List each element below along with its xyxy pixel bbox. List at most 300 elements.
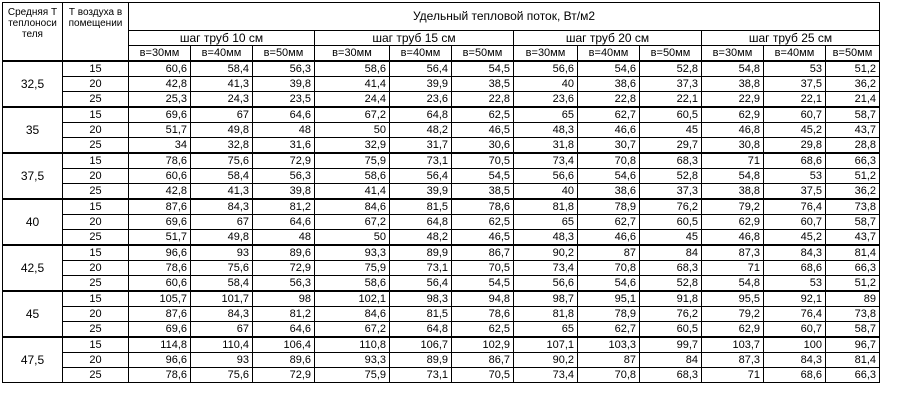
air-temp-cell: 25	[63, 138, 129, 154]
coolant-temp-cell: 37,5	[3, 153, 63, 199]
air-temp-cell: 15	[63, 107, 129, 123]
heat-flux-value: 30,7	[578, 138, 640, 154]
heat-flux-value: 38,6	[578, 77, 640, 92]
heat-flux-value: 73,1	[390, 261, 452, 276]
heat-flux-value: 76,4	[764, 199, 826, 215]
heat-flux-value: 42,8	[129, 184, 191, 200]
heat-flux-value: 52,8	[640, 169, 702, 184]
heat-flux-value: 53	[764, 276, 826, 292]
heat-flux-value: 62,7	[578, 215, 640, 230]
heat-flux-value: 51,2	[826, 61, 880, 77]
table-row	[3, 368, 880, 383]
heat-flux-value: 95,1	[578, 291, 640, 307]
heat-flux-value: 58,4	[191, 276, 253, 292]
heat-flux-value: 49,8	[191, 230, 253, 246]
heat-flux-value: 54,6	[578, 276, 640, 292]
heat-flux-value: 60,6	[129, 169, 191, 184]
heat-flux-value: 60,7	[764, 215, 826, 230]
heat-flux-value: 110,8	[315, 337, 390, 353]
air-temp-cell: 15	[63, 61, 129, 77]
heat-flux-value: 58,7	[826, 322, 880, 338]
air-temp-cell: 25	[63, 184, 129, 200]
heat-flux-value: 81,5	[390, 307, 452, 322]
table-row	[3, 92, 880, 108]
heat-flux-value: 69,6	[129, 215, 191, 230]
heat-flux-value: 39,9	[390, 184, 452, 200]
heat-flux-value: 81,2	[253, 307, 315, 322]
table-row	[3, 291, 880, 307]
heat-flux-value: 73,4	[514, 261, 578, 276]
heat-flux-value: 73,8	[826, 307, 880, 322]
heat-flux-value: 89,9	[390, 353, 452, 368]
heat-flux-value: 96,6	[129, 353, 191, 368]
heat-flux-table-sheet	[2, 2, 880, 383]
table-row	[3, 307, 880, 322]
heat-flux-value: 60,7	[764, 322, 826, 338]
heat-flux-value: 87,3	[702, 245, 764, 261]
heat-flux-value: 86,7	[452, 353, 514, 368]
heat-flux-value: 29,8	[764, 138, 826, 154]
heat-flux-value: 38,6	[578, 184, 640, 200]
heat-flux-value: 62,5	[452, 215, 514, 230]
heat-flux-value: 78,6	[129, 261, 191, 276]
heat-flux-value: 84	[640, 353, 702, 368]
heat-flux-value: 45,2	[764, 123, 826, 138]
heat-flux-value: 81,4	[826, 245, 880, 261]
table-body	[3, 61, 880, 383]
heat-flux-value: 67,2	[315, 107, 390, 123]
heat-flux-value: 73,8	[826, 199, 880, 215]
heat-flux-value: 28,8	[826, 138, 880, 154]
heat-flux-value: 54,8	[702, 276, 764, 292]
heat-flux-value: 65	[514, 322, 578, 338]
heat-flux-value: 39,8	[253, 77, 315, 92]
heat-flux-value: 68,3	[640, 368, 702, 383]
heat-flux-value: 70,8	[578, 153, 640, 169]
heat-flux-value: 81,8	[514, 199, 578, 215]
heat-flux-value: 64,6	[253, 215, 315, 230]
heat-flux-value: 102,9	[452, 337, 514, 353]
heat-flux-value: 89,6	[253, 245, 315, 261]
heat-flux-value: 96,6	[129, 245, 191, 261]
heat-flux-value: 98,3	[390, 291, 452, 307]
heat-flux-value: 43,7	[826, 230, 880, 246]
air-temp-header: Т воздуха в помещении	[63, 3, 129, 62]
heat-flux-value: 37,5	[764, 77, 826, 92]
heat-flux-value: 58,4	[191, 169, 253, 184]
heat-flux-value: 81,8	[514, 307, 578, 322]
heat-flux-value: 62,9	[702, 322, 764, 338]
heat-flux-value: 84,3	[764, 245, 826, 261]
heat-flux-value: 22,8	[578, 92, 640, 108]
heat-flux-value: 84,3	[191, 307, 253, 322]
heat-flux-value: 70,5	[452, 368, 514, 383]
heat-flux-value: 46,5	[452, 123, 514, 138]
heat-flux-value: 53	[764, 169, 826, 184]
heat-flux-value: 23,6	[514, 92, 578, 108]
heat-flux-value: 48,3	[514, 230, 578, 246]
heat-flux-value: 72,9	[253, 368, 315, 383]
heat-flux-value: 56,6	[514, 169, 578, 184]
heat-flux-value: 81,2	[253, 199, 315, 215]
heat-flux-value: 58,6	[315, 169, 390, 184]
heat-flux-value: 46,6	[578, 230, 640, 246]
heat-flux-value: 51,2	[826, 276, 880, 292]
heat-flux-value: 73,4	[514, 153, 578, 169]
heat-flux-value: 60,7	[764, 107, 826, 123]
heat-flux-value: 31,6	[253, 138, 315, 154]
heat-flux-value: 64,6	[253, 322, 315, 338]
heat-flux-value: 93	[191, 245, 253, 261]
heat-flux-value: 46,8	[702, 230, 764, 246]
heat-flux-value: 43,7	[826, 123, 880, 138]
heat-flux-value: 75,6	[191, 153, 253, 169]
heat-flux-value: 31,8	[514, 138, 578, 154]
heat-flux-value: 65	[514, 107, 578, 123]
heat-flux-value: 37,3	[640, 77, 702, 92]
heat-flux-value: 78,9	[578, 199, 640, 215]
heat-flux-value: 34	[129, 138, 191, 154]
depth-header: в=40мм	[191, 46, 253, 62]
heat-flux-value: 67	[191, 107, 253, 123]
heat-flux-value: 84,6	[315, 199, 390, 215]
heat-flux-value: 64,8	[390, 215, 452, 230]
heat-flux-value: 54,8	[702, 61, 764, 77]
heat-flux-value: 51,7	[129, 230, 191, 246]
heat-flux-value: 84,3	[764, 353, 826, 368]
heat-flux-value: 58,6	[315, 276, 390, 292]
heat-flux-value: 22,1	[640, 92, 702, 108]
heat-flux-value: 22,8	[452, 92, 514, 108]
depth-header: в=40мм	[764, 46, 826, 62]
heat-flux-value: 41,3	[191, 77, 253, 92]
heat-flux-value: 99,7	[640, 337, 702, 353]
heat-flux-value: 100	[764, 337, 826, 353]
heat-flux-value: 78,9	[578, 307, 640, 322]
heat-flux-value: 45	[640, 230, 702, 246]
heat-flux-value: 87,6	[129, 199, 191, 215]
heat-flux-value: 89	[826, 291, 880, 307]
depth-header: в=50мм	[640, 46, 702, 62]
heat-flux-value: 39,8	[253, 184, 315, 200]
heat-flux-value: 71	[702, 153, 764, 169]
heat-flux-value: 72,9	[253, 153, 315, 169]
heat-flux-value: 78,6	[452, 307, 514, 322]
heat-flux-value: 81,4	[826, 353, 880, 368]
table-row	[3, 138, 880, 154]
heat-flux-value: 62,9	[702, 215, 764, 230]
heat-flux-value: 50	[315, 123, 390, 138]
heat-flux-value: 84,3	[191, 199, 253, 215]
heat-flux-value: 73,1	[390, 368, 452, 383]
heat-flux-value: 76,2	[640, 199, 702, 215]
heat-flux-value: 24,3	[191, 92, 253, 108]
heat-flux-value: 48,3	[514, 123, 578, 138]
coolant-temp-cell: 47,5	[3, 337, 63, 383]
pitch-header: шаг труб 10 см	[129, 31, 315, 46]
heat-flux-value: 60,6	[129, 61, 191, 77]
table-row	[3, 153, 880, 169]
pitch-header: шаг труб 25 см	[702, 31, 880, 46]
table-row	[3, 353, 880, 368]
table-row	[3, 107, 880, 123]
heat-flux-value: 51,7	[129, 123, 191, 138]
heat-flux-value: 54,8	[702, 169, 764, 184]
heat-flux-value: 64,8	[390, 107, 452, 123]
heat-flux-value: 50	[315, 230, 390, 246]
heat-flux-value: 56,6	[514, 276, 578, 292]
heat-flux-value: 68,3	[640, 153, 702, 169]
air-temp-cell: 25	[63, 92, 129, 108]
table-row	[3, 215, 880, 230]
heat-flux-value: 87	[578, 245, 640, 261]
depth-header: в=30мм	[514, 46, 578, 62]
coolant-temp-cell: 45	[3, 291, 63, 337]
heat-flux-value: 56,4	[390, 61, 452, 77]
heat-flux-value: 96,7	[826, 337, 880, 353]
heat-flux-value: 73,4	[514, 368, 578, 383]
air-temp-cell: 15	[63, 245, 129, 261]
heat-flux-value: 84,6	[315, 307, 390, 322]
heat-flux-value: 67,2	[315, 322, 390, 338]
heat-flux-value: 71	[702, 261, 764, 276]
air-temp-cell: 15	[63, 199, 129, 215]
heat-flux-value: 58,6	[315, 61, 390, 77]
heat-flux-value: 64,6	[253, 107, 315, 123]
coolant-temp-cell: 42,5	[3, 245, 63, 291]
heat-flux-value: 70,8	[578, 261, 640, 276]
heat-flux-value: 23,5	[253, 92, 315, 108]
table-row	[3, 123, 880, 138]
heat-flux-value: 41,3	[191, 184, 253, 200]
heat-flux-value: 32,8	[191, 138, 253, 154]
heat-flux-value: 67	[191, 322, 253, 338]
heat-flux-value: 56,3	[253, 61, 315, 77]
heat-flux-value: 30,6	[452, 138, 514, 154]
heat-flux-value: 86,7	[452, 245, 514, 261]
air-temp-cell: 20	[63, 77, 129, 92]
table-row	[3, 77, 880, 92]
air-temp-cell: 20	[63, 123, 129, 138]
table-row	[3, 337, 880, 353]
air-temp-cell: 20	[63, 261, 129, 276]
heat-flux-value: 93,3	[315, 245, 390, 261]
heat-flux-value: 78,6	[129, 153, 191, 169]
heat-flux-value: 93,3	[315, 353, 390, 368]
pitch-header: шаг труб 20 см	[514, 31, 702, 46]
heat-flux-value: 87	[578, 353, 640, 368]
heat-flux-value: 30,8	[702, 138, 764, 154]
heat-flux-value: 70,8	[578, 368, 640, 383]
heat-flux-value: 92,1	[764, 291, 826, 307]
air-temp-cell: 20	[63, 169, 129, 184]
heat-flux-value: 76,4	[764, 307, 826, 322]
heat-flux-value: 48,2	[390, 123, 452, 138]
heat-flux-value: 107,1	[514, 337, 578, 353]
heat-flux-value: 103,7	[702, 337, 764, 353]
heat-flux-value: 22,1	[764, 92, 826, 108]
depth-header: в=50мм	[253, 46, 315, 62]
heat-flux-value: 94,8	[452, 291, 514, 307]
heat-flux-value: 45,2	[764, 230, 826, 246]
heat-flux-value: 79,2	[702, 199, 764, 215]
heat-flux-value: 102,1	[315, 291, 390, 307]
heat-flux-value: 41,4	[315, 184, 390, 200]
heat-flux-value: 69,6	[129, 107, 191, 123]
heat-flux-value: 67,2	[315, 215, 390, 230]
heat-flux-value: 106,7	[390, 337, 452, 353]
heat-flux-value: 62,7	[578, 322, 640, 338]
heat-flux-value: 56,3	[253, 169, 315, 184]
table-row	[3, 322, 880, 338]
heat-flux-value: 37,5	[764, 184, 826, 200]
heat-flux-value: 56,4	[390, 276, 452, 292]
heat-flux-value: 60,6	[129, 276, 191, 292]
heat-flux-value: 38,8	[702, 184, 764, 200]
heat-flux-value: 67	[191, 215, 253, 230]
table-row	[3, 199, 880, 215]
heat-flux-value: 81,5	[390, 199, 452, 215]
table-row	[3, 184, 880, 200]
heat-flux-value: 87,3	[702, 353, 764, 368]
heat-flux-value: 78,6	[129, 368, 191, 383]
heat-flux-value: 58,4	[191, 61, 253, 77]
heat-flux-value: 37,3	[640, 184, 702, 200]
heat-flux-value: 114,8	[129, 337, 191, 353]
heat-flux-value: 106,4	[253, 337, 315, 353]
heat-flux-value: 68,6	[764, 368, 826, 383]
heat-flux-value: 46,8	[702, 123, 764, 138]
heat-flux-value: 32,9	[315, 138, 390, 154]
air-temp-cell: 25	[63, 322, 129, 338]
heat-flux-value: 54,5	[452, 276, 514, 292]
heat-flux-value: 24,4	[315, 92, 390, 108]
depth-header-row	[3, 46, 880, 62]
heat-flux-value: 110,4	[191, 337, 253, 353]
heat-flux-value: 89,6	[253, 353, 315, 368]
heat-flux-value: 78,6	[452, 199, 514, 215]
heat-flux-value: 91,8	[640, 291, 702, 307]
heat-flux-value: 69,6	[129, 322, 191, 338]
heat-flux-value: 87,6	[129, 307, 191, 322]
heat-flux-value: 53	[764, 61, 826, 77]
air-temp-cell: 25	[63, 368, 129, 383]
heat-flux-value: 70,5	[452, 153, 514, 169]
heat-flux-value: 84	[640, 245, 702, 261]
heat-flux-value: 101,7	[191, 291, 253, 307]
heat-flux-value: 58,7	[826, 215, 880, 230]
heat-flux-value: 62,7	[578, 107, 640, 123]
air-temp-cell: 15	[63, 337, 129, 353]
heat-flux-value: 68,3	[640, 261, 702, 276]
heat-flux-value: 45	[640, 123, 702, 138]
heat-flux-value: 62,5	[452, 322, 514, 338]
heat-flux-value: 73,1	[390, 153, 452, 169]
heat-flux-value: 39,9	[390, 77, 452, 92]
depth-header: в=40мм	[390, 46, 452, 62]
heat-flux-value: 23,6	[390, 92, 452, 108]
heat-flux-value: 48,2	[390, 230, 452, 246]
heat-flux-value: 36,2	[826, 184, 880, 200]
heat-flux-value: 58,7	[826, 107, 880, 123]
heat-flux-value: 79,2	[702, 307, 764, 322]
heat-flux-value: 65	[514, 215, 578, 230]
air-temp-cell: 20	[63, 353, 129, 368]
table-row	[3, 261, 880, 276]
heat-flux-value: 98	[253, 291, 315, 307]
heat-flux-value: 51,2	[826, 169, 880, 184]
heat-flux-value: 90,2	[514, 245, 578, 261]
coolant-temp-cell: 35	[3, 107, 63, 153]
heat-flux-value: 68,6	[764, 261, 826, 276]
heat-flux-value: 22,9	[702, 92, 764, 108]
heat-flux-value: 60,5	[640, 215, 702, 230]
heat-flux-value: 36,2	[826, 77, 880, 92]
heat-flux-value: 62,5	[452, 107, 514, 123]
heat-flux-value: 31,7	[390, 138, 452, 154]
heat-flux-value: 54,6	[578, 61, 640, 77]
heat-flux-value: 38,8	[702, 77, 764, 92]
air-temp-cell: 25	[63, 230, 129, 246]
heat-flux-value: 75,9	[315, 368, 390, 383]
depth-header: в=30мм	[315, 46, 390, 62]
depth-header: в=50мм	[826, 46, 880, 62]
heat-flux-value: 54,5	[452, 169, 514, 184]
heat-flux-value: 49,8	[191, 123, 253, 138]
depth-header: в=30мм	[702, 46, 764, 62]
heat-flux-value: 29,7	[640, 138, 702, 154]
heat-flux-value: 66,3	[826, 153, 880, 169]
heat-flux-value: 41,4	[315, 77, 390, 92]
heat-flux-value: 89,9	[390, 245, 452, 261]
coolant-temp-cell: 40	[3, 199, 63, 245]
heat-flux-value: 62,9	[702, 107, 764, 123]
depth-header: в=30мм	[129, 46, 191, 62]
heat-flux-value: 46,6	[578, 123, 640, 138]
table-row	[3, 276, 880, 292]
air-temp-cell: 15	[63, 291, 129, 307]
heat-flux-value: 75,6	[191, 368, 253, 383]
heat-flux-value: 66,3	[826, 368, 880, 383]
heat-flux-value: 54,6	[578, 169, 640, 184]
table-row	[3, 245, 880, 261]
air-temp-cell: 25	[63, 276, 129, 292]
heat-flux-value: 38,5	[452, 77, 514, 92]
table-row	[3, 169, 880, 184]
coolant-temp-cell: 32,5	[3, 61, 63, 107]
heat-flux-value: 52,8	[640, 276, 702, 292]
heat-flux-value: 56,4	[390, 169, 452, 184]
heat-flux-value: 90,2	[514, 353, 578, 368]
heat-flux-value: 75,9	[315, 153, 390, 169]
heat-flux-value: 56,3	[253, 276, 315, 292]
heat-flux-value: 72,9	[253, 261, 315, 276]
heat-flux-value: 48	[253, 230, 315, 246]
heat-flux-value: 75,6	[191, 261, 253, 276]
heat-flux-value: 71	[702, 368, 764, 383]
heat-flux-value: 70,5	[452, 261, 514, 276]
heat-flux-value: 75,9	[315, 261, 390, 276]
heat-flux-value: 40	[514, 184, 578, 200]
pitch-header: шаг труб 15 см	[315, 31, 514, 46]
heat-flux-value: 48	[253, 123, 315, 138]
heat-flux-value: 93	[191, 353, 253, 368]
heat-flux-value: 60,5	[640, 107, 702, 123]
depth-header: в=40мм	[578, 46, 640, 62]
heat-flux-value: 38,5	[452, 184, 514, 200]
heat-flux-value: 21,4	[826, 92, 880, 108]
depth-header: в=50мм	[452, 46, 514, 62]
